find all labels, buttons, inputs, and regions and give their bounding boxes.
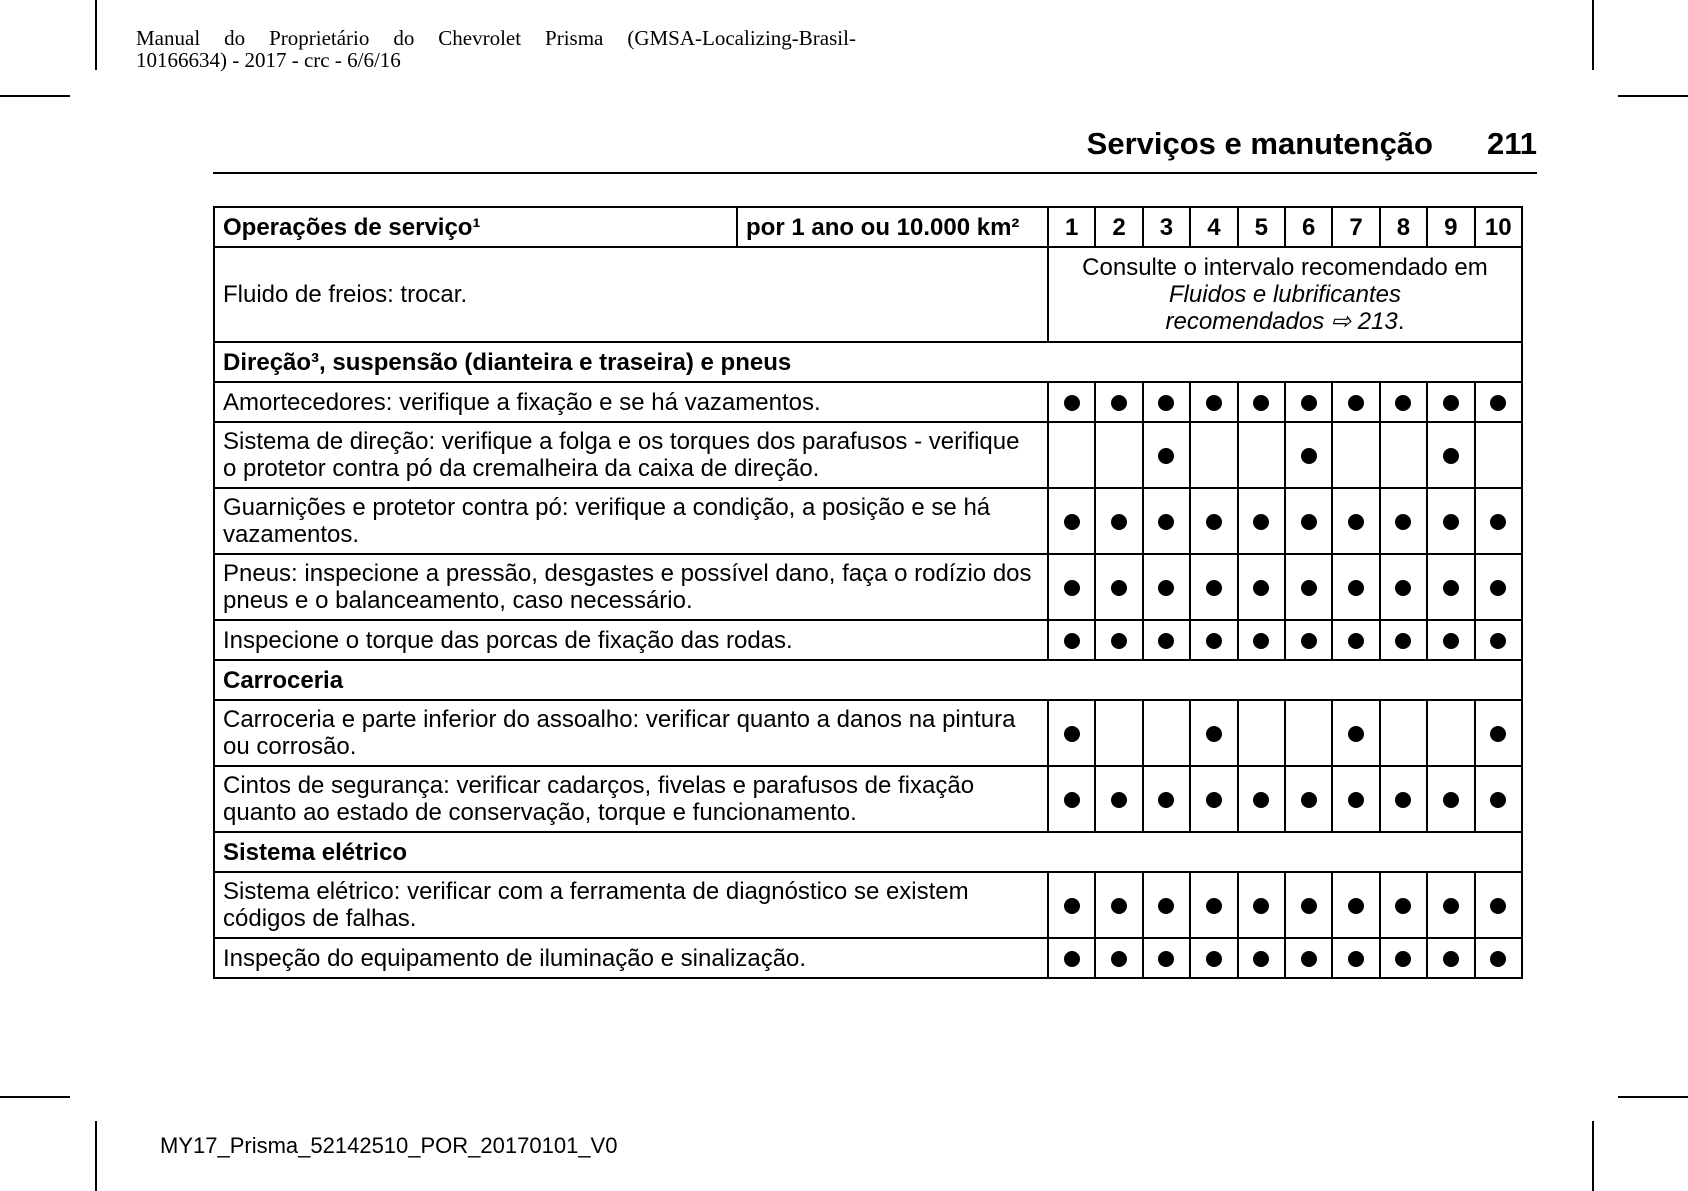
bullet-icon bbox=[1490, 395, 1506, 411]
header-operations: Operações de serviço¹ bbox=[214, 207, 737, 247]
bullet-icon bbox=[1490, 726, 1506, 742]
header-word: Manual bbox=[136, 26, 201, 50]
header-interval-6: 6 bbox=[1285, 207, 1332, 247]
interval-cell-3 bbox=[1143, 620, 1190, 660]
bullet-icon bbox=[1253, 514, 1269, 530]
header-word: (GMSA-Localizing-Brasil- bbox=[627, 26, 856, 50]
bullet-icon bbox=[1206, 514, 1222, 530]
interval-cell-5 bbox=[1238, 422, 1285, 488]
bullet-icon bbox=[1490, 580, 1506, 596]
interval-cell-8 bbox=[1380, 422, 1427, 488]
crop-mark bbox=[1618, 95, 1688, 97]
interval-cell-7 bbox=[1332, 488, 1379, 554]
interval-cell-4 bbox=[1190, 422, 1237, 488]
bullet-icon bbox=[1206, 951, 1222, 967]
note-italic1: Fluidos e lubrificantes bbox=[1168, 281, 1402, 308]
bullet-icon bbox=[1301, 898, 1317, 914]
bullet-icon bbox=[1158, 448, 1174, 464]
interval-cell-1 bbox=[1048, 488, 1095, 554]
header-interval-9: 9 bbox=[1427, 207, 1474, 247]
interval-cell-4 bbox=[1190, 554, 1237, 620]
bullet-icon bbox=[1443, 514, 1459, 530]
interval-cell-7 bbox=[1332, 700, 1379, 766]
interval-cell-2 bbox=[1095, 766, 1142, 832]
bullet-icon bbox=[1490, 951, 1506, 967]
interval-cell-5 bbox=[1238, 488, 1285, 554]
bullet-icon bbox=[1111, 792, 1127, 808]
bullet-icon bbox=[1301, 633, 1317, 649]
crop-mark bbox=[1618, 1096, 1688, 1098]
bullet-icon bbox=[1158, 951, 1174, 967]
interval-cell-3 bbox=[1143, 872, 1190, 938]
brake-fluid-label: Fluido de freios: trocar. bbox=[214, 247, 1048, 342]
interval-cell-10 bbox=[1475, 872, 1522, 938]
interval-cell-9 bbox=[1427, 554, 1474, 620]
document-footer: MY17_Prisma_52142510_POR_20170101_V0 bbox=[160, 1133, 618, 1158]
bullet-icon bbox=[1158, 792, 1174, 808]
bullet-icon bbox=[1064, 395, 1080, 411]
bullet-icon bbox=[1443, 395, 1459, 411]
bullet-icon bbox=[1253, 898, 1269, 914]
table-row bbox=[214, 766, 1522, 832]
interval-cell-7 bbox=[1332, 766, 1379, 832]
table-row bbox=[214, 938, 1522, 978]
bullet-icon bbox=[1348, 633, 1364, 649]
interval-cell-9 bbox=[1427, 620, 1474, 660]
table-row bbox=[214, 620, 1522, 660]
interval-cell-5 bbox=[1238, 872, 1285, 938]
interval-cell-3 bbox=[1143, 422, 1190, 488]
bullet-icon bbox=[1395, 580, 1411, 596]
bullet-icon bbox=[1111, 951, 1127, 967]
interval-cell-1 bbox=[1048, 554, 1095, 620]
interval-cell-2 bbox=[1095, 422, 1142, 488]
interval-cell-9 bbox=[1427, 422, 1474, 488]
bullet-icon bbox=[1206, 792, 1222, 808]
header-interval-2: 2 bbox=[1095, 207, 1142, 247]
bullet-icon bbox=[1490, 514, 1506, 530]
interval-cell-7 bbox=[1332, 872, 1379, 938]
table-row bbox=[214, 700, 1522, 766]
interval-cell-3 bbox=[1143, 766, 1190, 832]
bullet-icon bbox=[1301, 580, 1317, 596]
interval-cell-2 bbox=[1095, 938, 1142, 978]
header-interval-7: 7 bbox=[1332, 207, 1379, 247]
bullet-icon bbox=[1348, 726, 1364, 742]
header-interval: por 1 ano ou 10.000 km² bbox=[737, 207, 1048, 247]
bullet-icon bbox=[1253, 580, 1269, 596]
interval-cell-5 bbox=[1238, 554, 1285, 620]
bullet-icon bbox=[1111, 580, 1127, 596]
document-header-line2: 10166634) - 2017 - crc - 6/6/16 bbox=[136, 48, 401, 72]
interval-cell-10 bbox=[1475, 620, 1522, 660]
header-interval-5: 5 bbox=[1238, 207, 1285, 247]
table-row bbox=[214, 554, 1522, 620]
table-row bbox=[214, 872, 1522, 938]
interval-cell-7 bbox=[1332, 620, 1379, 660]
interval-cell-9 bbox=[1427, 938, 1474, 978]
interval-cell-10 bbox=[1475, 766, 1522, 832]
interval-cell-8 bbox=[1380, 620, 1427, 660]
bullet-icon bbox=[1064, 633, 1080, 649]
header-word: Prisma bbox=[545, 26, 604, 50]
bullet-icon bbox=[1158, 514, 1174, 530]
bullet-icon bbox=[1348, 514, 1364, 530]
bullet-icon bbox=[1395, 633, 1411, 649]
interval-cell-5 bbox=[1238, 938, 1285, 978]
interval-cell-6 bbox=[1285, 766, 1332, 832]
interval-cell-4 bbox=[1190, 872, 1237, 938]
interval-cell-6 bbox=[1285, 554, 1332, 620]
interval-cell-4 bbox=[1190, 700, 1237, 766]
section-title: Serviços e manutenção bbox=[1086, 126, 1433, 161]
interval-cell-3 bbox=[1143, 700, 1190, 766]
bullet-icon bbox=[1158, 898, 1174, 914]
interval-cell-10 bbox=[1475, 938, 1522, 978]
operation-text: Inspeção do equipamento de iluminação e sinalização. bbox=[214, 938, 1048, 978]
bullet-icon bbox=[1395, 898, 1411, 914]
brake-fluid-note bbox=[1048, 247, 1522, 342]
bullet-icon bbox=[1301, 448, 1317, 464]
bullet-icon bbox=[1158, 395, 1174, 411]
bullet-icon bbox=[1348, 792, 1364, 808]
note-page-ref[interactable]: 213 bbox=[1357, 308, 1398, 335]
table-row bbox=[214, 382, 1522, 422]
interval-cell-9 bbox=[1427, 872, 1474, 938]
bullet-icon bbox=[1395, 951, 1411, 967]
bullet-icon bbox=[1395, 792, 1411, 808]
bullet-icon bbox=[1348, 898, 1364, 914]
header-word: Chevrolet bbox=[438, 26, 522, 50]
header-interval-10: 10 bbox=[1475, 207, 1522, 247]
bullet-icon bbox=[1206, 580, 1222, 596]
interval-cell-1 bbox=[1048, 700, 1095, 766]
bullet-icon bbox=[1064, 898, 1080, 914]
header-word: do bbox=[393, 26, 415, 50]
bullet-icon bbox=[1443, 580, 1459, 596]
bullet-icon bbox=[1064, 792, 1080, 808]
interval-cell-8 bbox=[1380, 554, 1427, 620]
bullet-icon bbox=[1443, 633, 1459, 649]
interval-cell-9 bbox=[1427, 382, 1474, 422]
bullet-icon bbox=[1206, 395, 1222, 411]
interval-cell-4 bbox=[1190, 382, 1237, 422]
interval-cell-8 bbox=[1380, 488, 1427, 554]
bullet-icon bbox=[1348, 580, 1364, 596]
interval-cell-8 bbox=[1380, 872, 1427, 938]
interval-cell-1 bbox=[1048, 422, 1095, 488]
operation-text: Carroceria e parte inferior do assoalho: verificar quanto a danos na pintura ou corrosão. bbox=[214, 700, 1048, 766]
note-italic2: recomendados bbox=[1165, 308, 1325, 335]
interval-cell-5 bbox=[1238, 620, 1285, 660]
crop-mark bbox=[1592, 0, 1594, 70]
section-header-row bbox=[214, 832, 1522, 872]
bullet-icon bbox=[1158, 580, 1174, 596]
interval-cell-10 bbox=[1475, 422, 1522, 488]
section-title-cell: Sistema elétrico bbox=[214, 832, 1522, 872]
interval-cell-6 bbox=[1285, 872, 1332, 938]
operation-text: Pneus: inspecione a pressão, desgastes e possível dano, faça o rodízio dos pneus e o balanceamento, caso necessário. bbox=[214, 554, 1048, 620]
interval-cell-6 bbox=[1285, 700, 1332, 766]
bullet-icon bbox=[1253, 395, 1269, 411]
note-line1: Consulte o intervalo recomendado em bbox=[1082, 254, 1488, 281]
bullet-icon bbox=[1253, 951, 1269, 967]
note-end: . bbox=[1397, 308, 1405, 335]
bullet-icon bbox=[1301, 514, 1317, 530]
interval-cell-7 bbox=[1332, 382, 1379, 422]
table-row bbox=[214, 488, 1522, 554]
bullet-icon bbox=[1111, 395, 1127, 411]
interval-cell-8 bbox=[1380, 766, 1427, 832]
interval-cell-1 bbox=[1048, 620, 1095, 660]
crop-mark bbox=[95, 1121, 97, 1191]
interval-cell-7 bbox=[1332, 422, 1379, 488]
bullet-icon bbox=[1064, 514, 1080, 530]
section-title-cell: Carroceria bbox=[214, 660, 1522, 700]
bullet-icon bbox=[1206, 633, 1222, 649]
interval-cell-4 bbox=[1190, 766, 1237, 832]
interval-cell-2 bbox=[1095, 872, 1142, 938]
bullet-icon bbox=[1443, 898, 1459, 914]
bullet-icon bbox=[1443, 448, 1459, 464]
bullet-icon bbox=[1064, 726, 1080, 742]
interval-cell-4 bbox=[1190, 620, 1237, 660]
interval-cell-8 bbox=[1380, 700, 1427, 766]
interval-cell-5 bbox=[1238, 382, 1285, 422]
page-number: 211 bbox=[1486, 126, 1537, 161]
interval-cell-8 bbox=[1380, 938, 1427, 978]
interval-cell-1 bbox=[1048, 872, 1095, 938]
interval-cell-10 bbox=[1475, 554, 1522, 620]
page-ref-arrow-icon: ⇨ bbox=[1330, 308, 1352, 335]
bullet-icon bbox=[1395, 395, 1411, 411]
header-interval-8: 8 bbox=[1380, 207, 1427, 247]
header-interval-4: 4 bbox=[1190, 207, 1237, 247]
bullet-icon bbox=[1158, 633, 1174, 649]
bullet-icon bbox=[1301, 395, 1317, 411]
interval-cell-3 bbox=[1143, 382, 1190, 422]
bullet-icon bbox=[1206, 726, 1222, 742]
interval-cell-9 bbox=[1427, 766, 1474, 832]
crop-mark bbox=[1592, 1121, 1594, 1191]
bullet-icon bbox=[1064, 951, 1080, 967]
interval-cell-10 bbox=[1475, 382, 1522, 422]
operation-text: Cintos de segurança: verificar cadarços, fivelas e parafusos de fixação quanto ao estado de conservação, torque e funcionamento. bbox=[214, 766, 1048, 832]
operation-text: Sistema elétrico: verificar com a ferramenta de diagnóstico se existem códigos de falhas. bbox=[214, 872, 1048, 938]
crop-mark bbox=[0, 1096, 70, 1098]
bullet-icon bbox=[1490, 792, 1506, 808]
bullet-icon bbox=[1111, 633, 1127, 649]
interval-cell-2 bbox=[1095, 382, 1142, 422]
interval-cell-2 bbox=[1095, 620, 1142, 660]
interval-cell-6 bbox=[1285, 620, 1332, 660]
interval-cell-2 bbox=[1095, 488, 1142, 554]
bullet-icon bbox=[1490, 633, 1506, 649]
interval-cell-3 bbox=[1143, 554, 1190, 620]
interval-cell-6 bbox=[1285, 382, 1332, 422]
interval-cell-10 bbox=[1475, 488, 1522, 554]
interval-cell-6 bbox=[1285, 422, 1332, 488]
bullet-icon bbox=[1348, 951, 1364, 967]
bullet-icon bbox=[1253, 633, 1269, 649]
document-header-line1 bbox=[136, 27, 856, 49]
interval-cell-4 bbox=[1190, 488, 1237, 554]
interval-cell-1 bbox=[1048, 766, 1095, 832]
bullet-icon bbox=[1395, 514, 1411, 530]
bullet-icon bbox=[1301, 792, 1317, 808]
bullet-icon bbox=[1206, 898, 1222, 914]
interval-cell-6 bbox=[1285, 938, 1332, 978]
bullet-icon bbox=[1111, 898, 1127, 914]
interval-cell-3 bbox=[1143, 938, 1190, 978]
bullet-icon bbox=[1348, 395, 1364, 411]
section-header-row bbox=[214, 342, 1522, 382]
interval-cell-5 bbox=[1238, 766, 1285, 832]
maintenance-table bbox=[213, 206, 1523, 979]
bullet-icon bbox=[1064, 580, 1080, 596]
bullet-icon bbox=[1443, 792, 1459, 808]
table-row-brake-fluid bbox=[214, 247, 1522, 342]
operation-text: Guarnições e protetor contra pó: verifique a condição, a posição e se há vazamentos. bbox=[214, 488, 1048, 554]
interval-cell-10 bbox=[1475, 700, 1522, 766]
bullet-icon bbox=[1111, 514, 1127, 530]
section-header-row bbox=[214, 660, 1522, 700]
header-interval-1: 1 bbox=[1048, 207, 1095, 247]
page-heading bbox=[213, 124, 1537, 174]
interval-cell-5 bbox=[1238, 700, 1285, 766]
interval-cell-9 bbox=[1427, 700, 1474, 766]
bullet-icon bbox=[1490, 898, 1506, 914]
interval-cell-6 bbox=[1285, 488, 1332, 554]
operation-text: Amortecedores: verifique a fixação e se há vazamentos. bbox=[214, 382, 1048, 422]
section-title-cell: Direção³, suspensão (dianteira e traseira) e pneus bbox=[214, 342, 1522, 382]
operation-text: Sistema de direção: verifique a folga e os torques dos parafusos - verifique o protetor contra pó da cremalheira da caixa de direção. bbox=[214, 422, 1048, 488]
table-row bbox=[214, 422, 1522, 488]
interval-cell-9 bbox=[1427, 488, 1474, 554]
operation-text: Inspecione o torque das porcas de fixação das rodas. bbox=[214, 620, 1048, 660]
bullet-icon bbox=[1301, 951, 1317, 967]
interval-cell-2 bbox=[1095, 700, 1142, 766]
interval-cell-8 bbox=[1380, 382, 1427, 422]
crop-mark bbox=[0, 95, 70, 97]
interval-cell-1 bbox=[1048, 938, 1095, 978]
interval-cell-4 bbox=[1190, 938, 1237, 978]
header-word: do bbox=[224, 26, 246, 50]
interval-cell-3 bbox=[1143, 488, 1190, 554]
header-word: Proprietário bbox=[269, 26, 370, 50]
crop-mark bbox=[95, 0, 97, 70]
table-header-row bbox=[214, 207, 1522, 247]
interval-cell-7 bbox=[1332, 938, 1379, 978]
interval-cell-7 bbox=[1332, 554, 1379, 620]
document-header bbox=[136, 27, 856, 71]
interval-cell-1 bbox=[1048, 382, 1095, 422]
bullet-icon bbox=[1443, 951, 1459, 967]
header-interval-3: 3 bbox=[1143, 207, 1190, 247]
bullet-icon bbox=[1253, 792, 1269, 808]
interval-cell-2 bbox=[1095, 554, 1142, 620]
